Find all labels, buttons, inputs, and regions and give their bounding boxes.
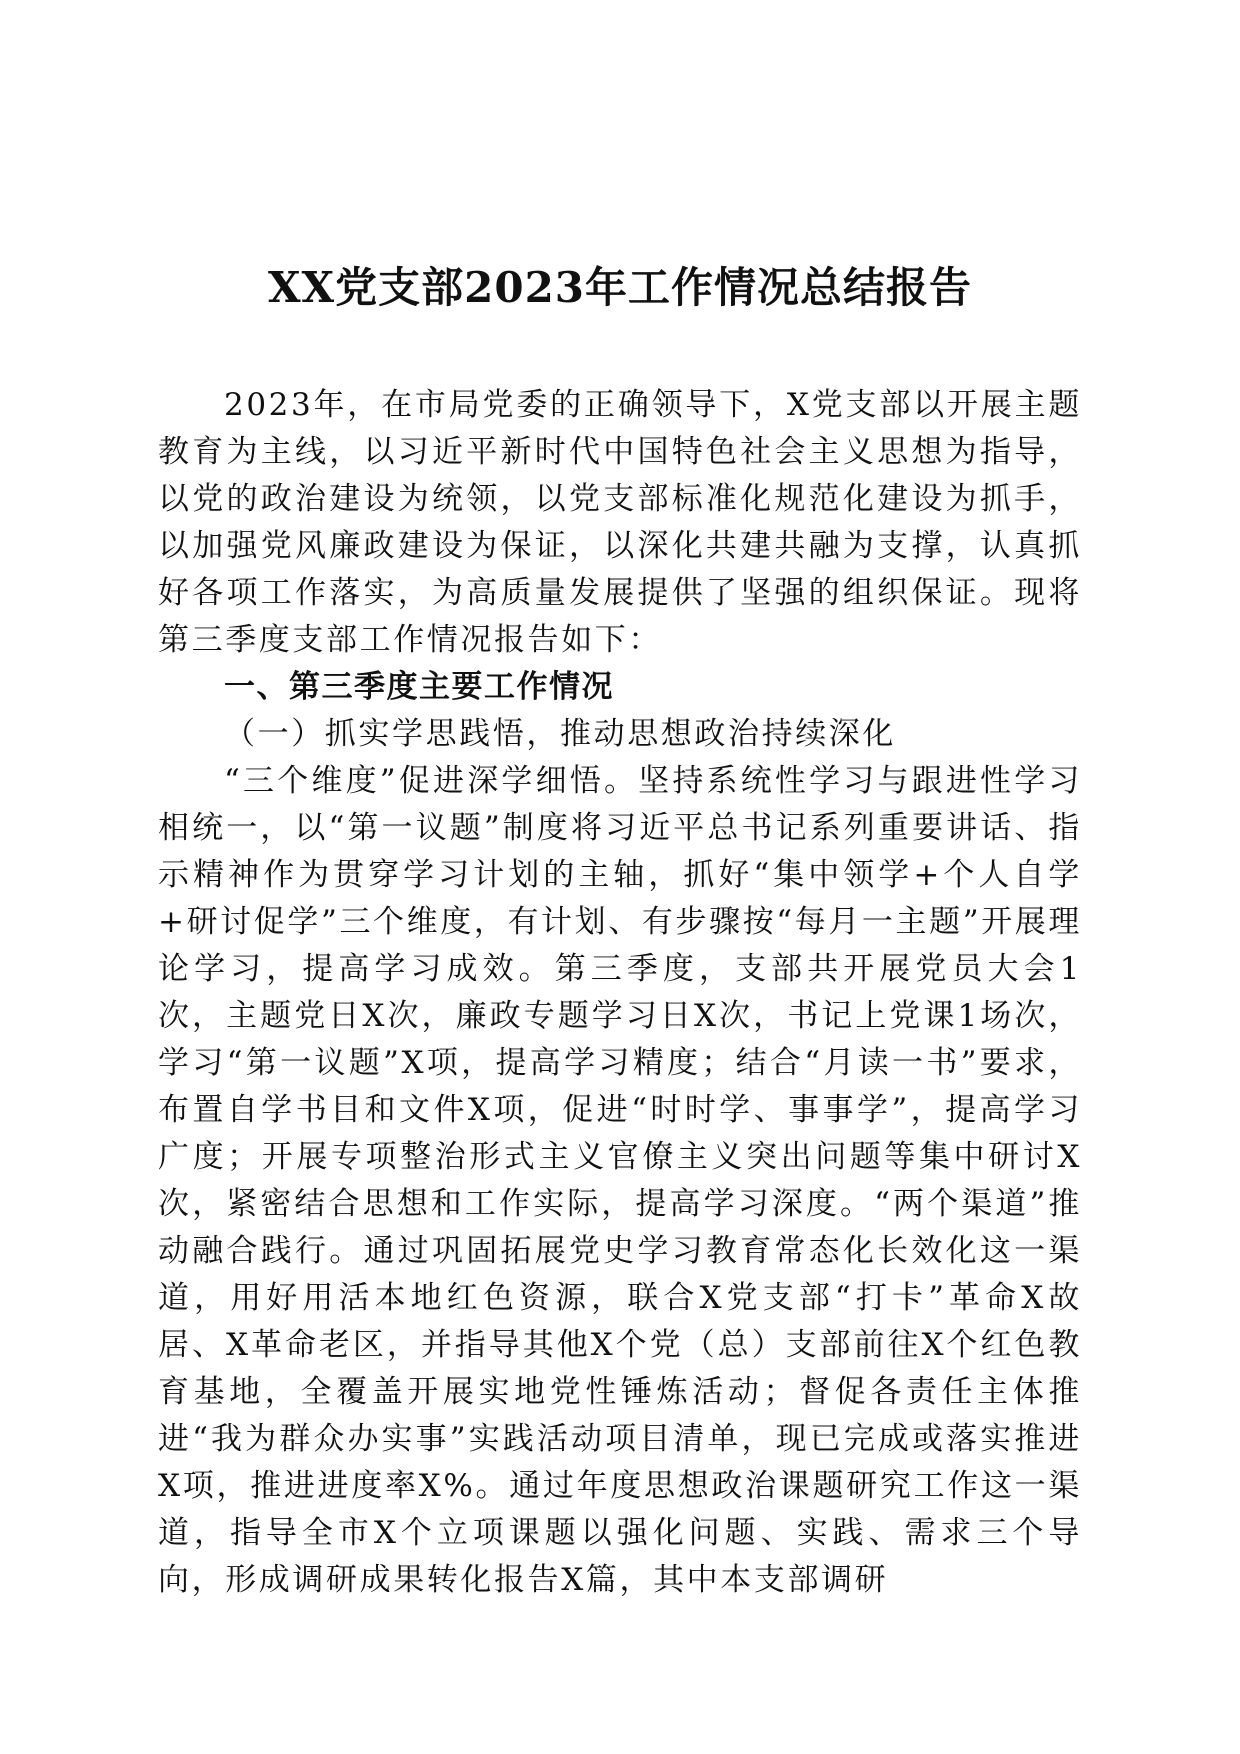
document-title: XX党支部2023年工作情况总结报告 — [267, 263, 973, 312]
document-body — [158, 382, 1082, 1604]
section-heading: 一、第三季度主要工作情况 — [224, 669, 614, 705]
intro-paragraph: 2023年，在市局党委的正确领导下，X党支部以开展主题教育为主线，以习近平新时代中国特色社会主义思想为指导，以党的政治建设为统领，以党支部标准化规范化建设为抓手，以加强党风廉政建设为保证，以深化共建共融为支撑，认真抓好各项工作落实，为高质量发展提供了坚强的组织保证。现将第三季度支部工作情况报告如下： — [158, 387, 1082, 658]
subsection-heading: （一）抓实学思践悟，推动思想政治持续深化 — [224, 716, 896, 752]
subsection-body-paragraph: “三个维度”促进深学细悟。坚持系统性学习与跟进性学习相统一，以“第一议题”制度将习近平总书记系列重要讲话、指示精神作为贯穿学习计划的主轴，抓好“集中领学+个人自学+研讨促学”三个维度，有计划、有步骤按“每月一主题”开展理论学习，提高学习成效。第三季度，支部共开展党员大会1次，主题党日X次，廉政专题学习日X次，书记上党课1场次，学习“第一议题”X项，提高学习精度；结合“月读一书”要求，布置自学书目和文件X项，促进“时时学、事事学”，提高学习广度；开展专项整治形式主义官僚主义突出问题等集中研讨X次，紧密结合思想和工作实际，提高学习深度。“两个渠道”推动融合践行。通过巩固拓展党史学习教育常态化长效化这一渠道，用好用活本地红色资源，联合X党支部“打卡”革命X故居、X革命老区，并指导其他X个党（总）支部前往X个红色教育基地，全覆盖开展实地党性锤炼活动；督促各责任主体推进“我为群众办实事”实践活动项目清单，现已完成或落实推进X项，推进进度率X%。通过年度思想政治课题研究工作这一渠道，指导全市X个立项课题以强化问题、实践、需求三个导向，形成调研成果转化报告X篇，其中本支部调研 — [158, 763, 1082, 1598]
